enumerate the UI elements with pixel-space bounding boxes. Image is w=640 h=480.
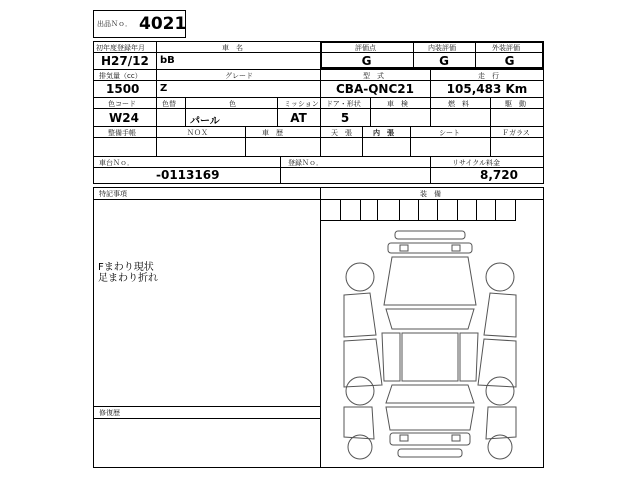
door-value: 5 — [340, 111, 350, 125]
nox-label: ＮＯＸ — [187, 129, 208, 137]
grid-line — [410, 126, 411, 156]
grid-line — [93, 137, 544, 138]
equipment-grid — [320, 199, 516, 221]
grid-line — [93, 156, 544, 157]
history-label: 車 歴 — [262, 129, 283, 137]
remark-line-2: 足まわり折れ — [98, 273, 158, 284]
score-label: 評価点 — [355, 44, 376, 52]
recycle-label: リサイクル料金 — [452, 159, 501, 167]
grid-line — [156, 126, 157, 156]
grid-line — [156, 69, 157, 97]
grid-line — [320, 187, 321, 468]
fuel-label: 燃 料 — [448, 100, 469, 108]
grid-line — [185, 97, 186, 126]
color-label: 色 — [229, 100, 236, 108]
remarks-label: 特記事項 — [99, 190, 127, 198]
displacement-value: 1500 — [106, 82, 140, 96]
car-name-label: 車 名 — [222, 44, 243, 52]
recycle-value: 8,720 — [480, 168, 518, 182]
reg-year-value: H27/12 — [101, 54, 149, 68]
grid-line — [93, 97, 544, 98]
grid-line — [362, 126, 363, 156]
color-code-label: 色コード — [108, 100, 136, 108]
seat-label: シート — [439, 129, 460, 137]
lot-number: 4021 — [139, 14, 187, 34]
score-value: G — [361, 54, 372, 68]
grid-line — [490, 126, 491, 156]
remark-line-1: Fまわり現状 — [98, 262, 154, 273]
chassis-no-value: -0113169 — [156, 168, 220, 182]
color-change-label: 色替 — [162, 100, 176, 108]
lot-number-box — [93, 10, 186, 38]
grid-line — [93, 80, 544, 81]
car-damage-diagram — [330, 225, 530, 463]
reg-year-label: 初年度登録年月 — [96, 44, 145, 52]
inspection-label: 車 検 — [387, 100, 408, 108]
color-value: パール — [190, 116, 220, 127]
grid-line — [93, 406, 320, 407]
grade-value: Z — [160, 83, 168, 94]
mission-label: ミッション — [284, 100, 319, 108]
interior-value: G — [439, 54, 449, 68]
mileage-label: 走 行 — [478, 72, 499, 80]
repair-label: 修復歴 — [99, 409, 120, 417]
chassis-no-label: 車台Ｎｏ． — [99, 159, 134, 167]
displacement-label: 排気量（cc） — [99, 72, 142, 80]
model-value: CBA-QNC21 — [336, 82, 414, 96]
interior-label: 内装評価 — [428, 44, 456, 52]
grade-label: グレード — [225, 72, 253, 80]
grid-line — [245, 126, 246, 156]
grid-line — [320, 126, 321, 156]
reg-no-label: 登録Ｎｏ． — [288, 159, 323, 167]
color-code-value: W24 — [109, 111, 139, 125]
grid-line — [430, 156, 431, 184]
fglass-label: Ｆガラス — [502, 129, 530, 137]
grid-line — [93, 69, 544, 70]
drive-label: 駆 動 — [505, 100, 526, 108]
grid-line — [93, 126, 544, 127]
manual-label: 整備手帳 — [108, 129, 136, 137]
door-label: ドア・形状 — [326, 100, 361, 108]
grid-line — [490, 97, 491, 126]
exterior-label: 外装評価 — [492, 44, 520, 52]
equipment-label: 装 備 — [420, 190, 441, 198]
interior-trim-label: 内 張 — [373, 129, 394, 137]
model-label: 型 式 — [363, 72, 384, 80]
grid-line — [156, 97, 157, 126]
lot-number-label: 出品Ｎｏ． — [97, 20, 132, 28]
grid-line — [370, 97, 371, 126]
mission-value: AT — [290, 111, 307, 125]
exterior-value: G — [504, 54, 515, 68]
mileage-value: 105,483 Km — [446, 82, 528, 96]
grid-line — [280, 156, 281, 184]
sunroof-label: 天 張 — [331, 129, 352, 137]
car-name-value: bB — [160, 55, 175, 66]
grid-line — [93, 418, 320, 419]
grid-line — [430, 97, 431, 126]
grid-line — [156, 41, 157, 69]
